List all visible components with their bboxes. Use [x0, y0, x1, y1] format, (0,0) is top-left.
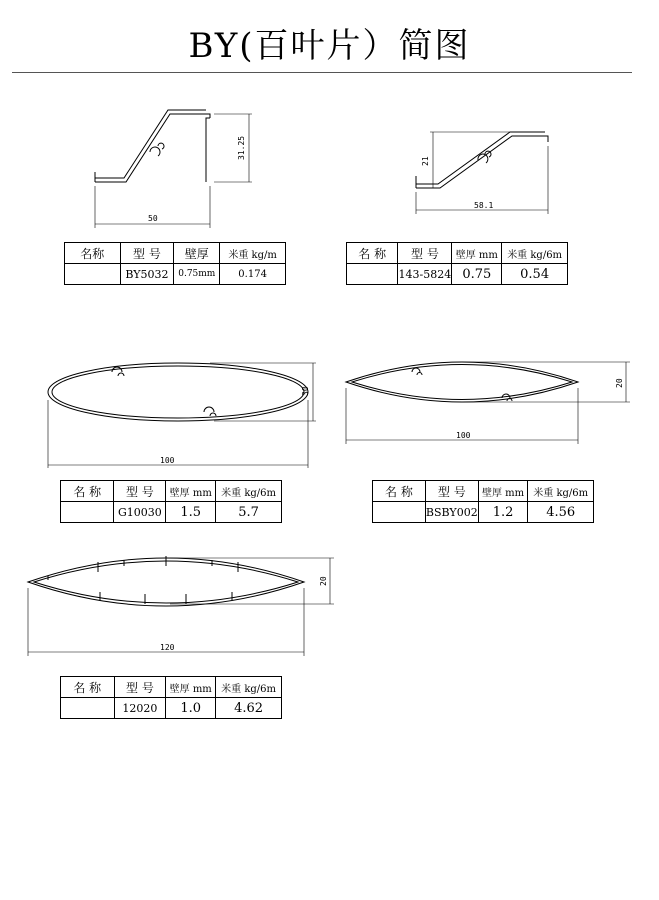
- cell-name: [373, 502, 426, 523]
- profile-3-drawing: [48, 363, 316, 468]
- header-wall-thickness: 壁厚 mm: [166, 481, 216, 502]
- header-weight: 米重 kg/6m: [216, 677, 282, 698]
- profile-3-spec-table: [60, 480, 282, 523]
- header-name: 名称: [65, 243, 121, 264]
- profile-1-width-dim: 50: [148, 214, 158, 223]
- header-name: 名 称: [347, 243, 398, 264]
- profile-2-height-dim: 21: [421, 156, 430, 166]
- cell-wall-thickness: 1.2: [478, 502, 528, 523]
- header-model: 型 号: [425, 481, 478, 502]
- cell-model: 12020: [114, 698, 166, 719]
- profile-5-drawing: [28, 556, 334, 656]
- cell-name: [61, 502, 114, 523]
- cell-model: BY5032: [120, 264, 174, 285]
- header-name: 名 称: [61, 677, 115, 698]
- cell-name: [347, 264, 398, 285]
- profile-4-width-dim: 100: [456, 431, 471, 440]
- header-model: 型 号: [120, 243, 174, 264]
- cell-weight: 4.62: [216, 698, 282, 719]
- header-weight: 米重 kg/6m: [502, 243, 568, 264]
- cell-weight: 5.7: [216, 502, 282, 523]
- cell-weight: 0.54: [502, 264, 568, 285]
- cell-weight: 0.174: [220, 264, 286, 285]
- cell-model: 143-5824: [398, 264, 452, 285]
- page-title: BY(百叶片）简图: [188, 26, 471, 66]
- profile-3-height-dim: 30: [301, 386, 310, 396]
- cell-model: G10030: [114, 502, 166, 523]
- profile-1-height-dim: 31.25: [237, 135, 246, 160]
- header-wall-thickness: 壁厚 mm: [452, 243, 502, 264]
- header-model: 型 号: [114, 481, 166, 502]
- profile-1-spec-table: [64, 242, 286, 285]
- cell-wall-thickness: 0.75: [452, 264, 502, 285]
- profile-4-drawing: [346, 362, 630, 444]
- header-wall-thickness: 壁厚: [174, 243, 220, 264]
- header-name: 名 称: [61, 481, 114, 502]
- header-weight: 米重 kg/6m: [528, 481, 594, 502]
- profile-5-width-dim: 120: [160, 643, 175, 652]
- profile-5-spec-table: [60, 676, 282, 719]
- profile-2-spec-table: [346, 242, 568, 285]
- cell-name: [65, 264, 121, 285]
- header-wall-thickness: 壁厚 mm: [478, 481, 528, 502]
- cell-wall-thickness: 1.5: [166, 502, 216, 523]
- header-name: 名 称: [373, 481, 426, 502]
- profile-2-drawing: [416, 132, 548, 214]
- cell-name: [61, 698, 115, 719]
- profile-2-width-dim: 58.1: [474, 201, 494, 210]
- cell-model: BSBY002: [425, 502, 478, 523]
- header-weight: 米重 kg/6m: [216, 481, 282, 502]
- profile-3-width-dim: 100: [160, 456, 175, 465]
- profile-4-spec-table: [372, 480, 594, 523]
- cell-weight: 4.56: [528, 502, 594, 523]
- cell-wall-thickness: 0.75mm: [174, 264, 220, 285]
- header-weight: 米重 kg/m: [220, 243, 286, 264]
- cell-wall-thickness: 1.0: [166, 698, 216, 719]
- header-model: 型 号: [398, 243, 452, 264]
- header-model: 型 号: [114, 677, 166, 698]
- profile-1-drawing: [95, 110, 252, 228]
- profile-4-height-dim: 20: [615, 378, 624, 388]
- header-wall-thickness: 壁厚 mm: [166, 677, 216, 698]
- profile-5-height-dim: 20: [319, 576, 328, 586]
